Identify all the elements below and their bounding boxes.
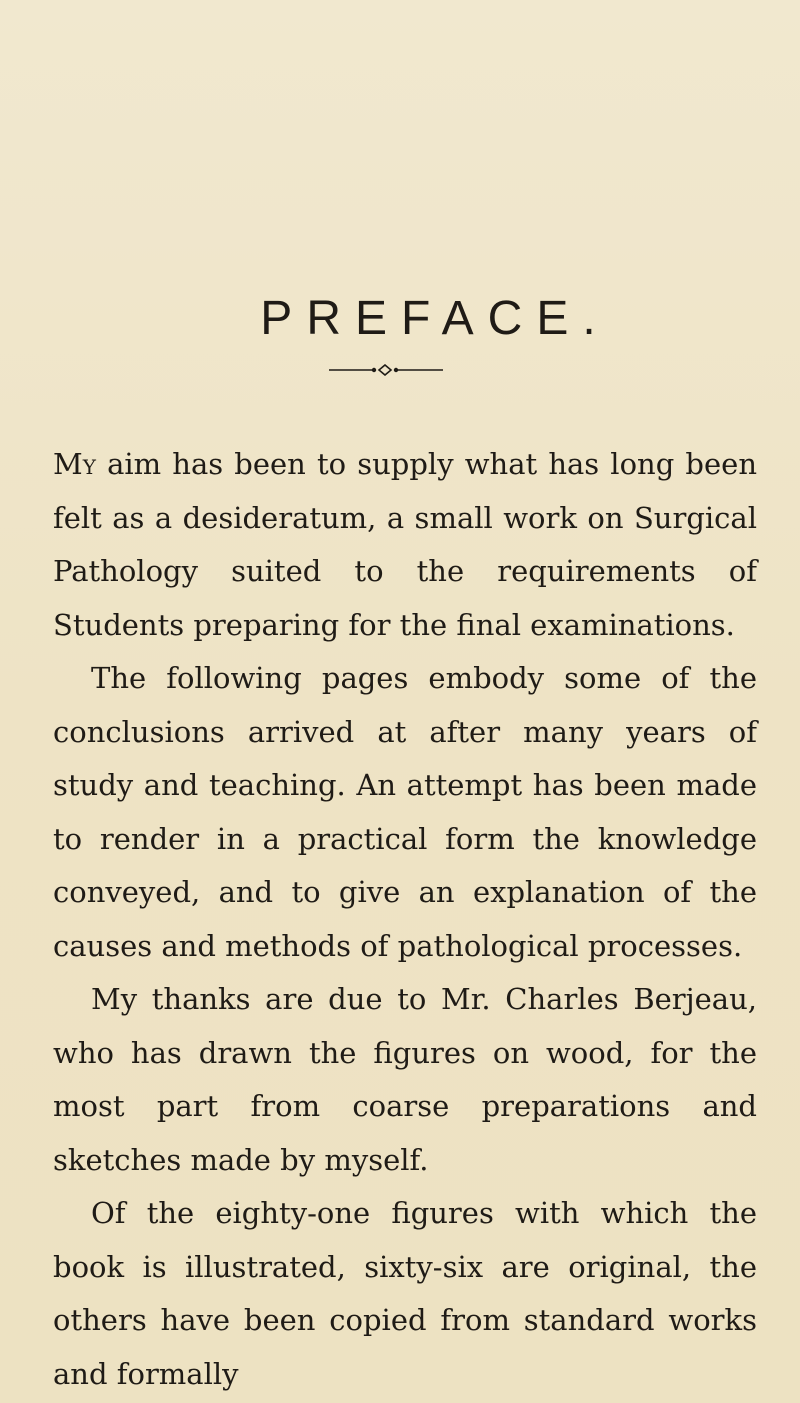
paragraph-4: Of the eighty-one figures with which the book is illustrated, sixty-six are original, the others have been copied from standard works and formally <box>53 1196 757 1391</box>
paragraph-1 <box>53 438 757 652</box>
paragraph-1-text: aim has been to supply what has long been felt as a desideratum, a small work on Surgical Pathology suited to the requirements of Students preparing for the final examinations. <box>53 447 757 642</box>
preface-text <box>53 438 757 1401</box>
page-title: PREFACE. <box>260 292 610 345</box>
paragraph-2: The following pages embody some of the conclusions arrived at after many years of study and teaching. An attempt has been made to render in a practical form the knowledge conveyed, and to give an explanation of the causes and methods of pathological processes. <box>53 661 757 963</box>
opening-word: My <box>53 447 96 481</box>
ornament-divider <box>329 364 443 376</box>
paragraph-3: My thanks are due to Mr. Charles Berjeau, who has drawn the figures on wood, for the most part from coarse preparations and sketches made by myself. <box>53 982 757 1177</box>
